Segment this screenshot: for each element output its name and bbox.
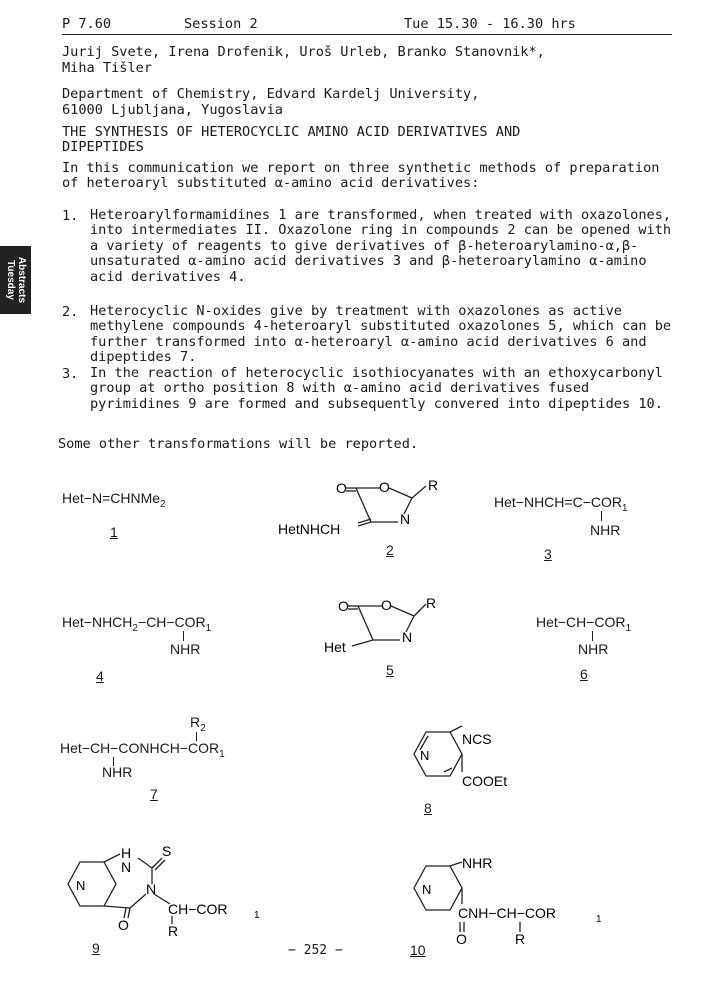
s7-r2: R bbox=[190, 714, 201, 730]
structure-10 bbox=[396, 848, 616, 948]
structure-7 bbox=[60, 740, 225, 760]
s9-chain: CH−COR bbox=[168, 901, 228, 917]
s2-n: N bbox=[400, 511, 411, 527]
structure-3-formula: Het−NHCH=C−COR bbox=[494, 494, 622, 510]
compound-label-5: 5 bbox=[386, 662, 394, 678]
structure-1-sub: 2 bbox=[160, 498, 166, 510]
structure-4-sub: 1 bbox=[205, 622, 212, 634]
structure-6-nhr: NHR bbox=[578, 641, 609, 657]
s6-bond bbox=[592, 631, 593, 641]
s9-r: R bbox=[168, 923, 179, 938]
method-2-number: 2. bbox=[62, 304, 79, 320]
s9-n2: N bbox=[146, 881, 157, 897]
s4-bond bbox=[183, 631, 184, 641]
method-1-text: Heteroarylformamidines 1 are transformed, when treated with oxazolones, into intermediates II. Oxazolone ring in compounds 2 can be opened with a variety of reagents to give derivatives of β-heteroarylamino-α,β-unsaturated α-amino acid derivatives 3 and β-heteroarylamino α-amino acid derivatives 4. bbox=[90, 207, 672, 285]
structure-6-formula: Het−CH−COR bbox=[536, 614, 626, 630]
structure-1-formula: Het−N=CHNMe bbox=[62, 490, 161, 506]
compound-label-9: 9 bbox=[92, 940, 100, 956]
authors-line-2: Miha Tišler bbox=[62, 60, 153, 76]
compound-label-1: 1 bbox=[110, 524, 118, 540]
s5-n: N bbox=[402, 629, 413, 645]
method-3-text: In the reaction of heterocyclic isothiocyanates with an ethoxycarbonyl group at ortho position 8 with α-amino acid derivatives fused pyrimidines 9 are formed and subsequently convered into dipeptides 10. bbox=[90, 365, 663, 412]
structure-3-nhr: NHR bbox=[590, 522, 621, 538]
s9-ring-n: N bbox=[76, 878, 86, 893]
s9-s: S bbox=[162, 843, 172, 859]
compound-label-10: 10 bbox=[410, 942, 426, 958]
affiliation-line-1: Department of Chemistry, Edvard Kardelj University, bbox=[62, 86, 480, 102]
affiliation-line-2: 61000 Ljubljana, Yugoslavia bbox=[62, 102, 283, 118]
s8-ncs: NCS bbox=[462, 731, 492, 747]
structure-7-sub: 1 bbox=[219, 748, 225, 760]
method-1-number: 1. bbox=[62, 208, 79, 224]
s10-chain: CNH−CH−COR bbox=[458, 905, 557, 921]
paper-title-line-2: DIPEPTIDES bbox=[62, 139, 144, 155]
s9-h: H bbox=[121, 845, 132, 861]
structure-2 bbox=[276, 474, 446, 544]
method-2-text: Heterocyclic N-oxides give by treatment with oxazolones as active methylene compounds 4-heteroaryl substituted oxazolones 5, which can be further transformed into α-heteroaryl α-amino acid derivatives 6 and dipeptides 7. bbox=[90, 303, 672, 366]
s5-o2: O bbox=[381, 597, 392, 613]
structure-5 bbox=[320, 592, 450, 662]
s2-o1: O bbox=[336, 480, 347, 496]
s10-o: O bbox=[456, 931, 467, 947]
compound-label-7: 7 bbox=[150, 786, 158, 802]
abstracts-tuesday-tab bbox=[0, 246, 31, 314]
s2-left: HetNHCH bbox=[278, 521, 341, 537]
structure-4-formula: Het−NHCH bbox=[62, 614, 133, 630]
s9-o: O bbox=[118, 917, 129, 933]
s5-r: R bbox=[426, 595, 437, 611]
s10-nhr: NHR bbox=[462, 855, 493, 871]
s3-bond bbox=[601, 511, 602, 521]
closing-sentence: Some other transformations will be reported. bbox=[58, 436, 419, 452]
s10-ring-n: N bbox=[422, 882, 432, 897]
compound-label-2: 2 bbox=[386, 542, 394, 558]
session-name: Session 2 bbox=[184, 16, 258, 32]
intro-paragraph: In this communication we report on three synthetic methods of preparation of heteroaryl substituted α-amino acid derivatives: bbox=[62, 160, 660, 192]
structure-7-formula: Het−CH−CONHCH−COR bbox=[60, 740, 220, 756]
structure-7-r2 bbox=[190, 714, 206, 734]
compound-label-6: 6 bbox=[580, 666, 588, 682]
s10-sub: 1 bbox=[596, 914, 602, 925]
structure-9 bbox=[54, 838, 274, 938]
s5-het: Het bbox=[324, 639, 346, 655]
s2-o2: O bbox=[379, 479, 390, 495]
structure-1 bbox=[62, 490, 166, 510]
authors-line-1: Jurij Svete, Irena Drofenik, Uroš Urleb, Branko Stanovnik*, bbox=[62, 44, 545, 60]
compound-label-8: 8 bbox=[424, 800, 432, 816]
compound-label-3: 3 bbox=[544, 546, 552, 562]
session-header bbox=[62, 14, 672, 35]
paper-code: P 7.60 bbox=[62, 16, 112, 32]
method-3-number: 3. bbox=[62, 366, 79, 382]
s7-r2-sub: 2 bbox=[200, 722, 206, 734]
structure-3 bbox=[494, 494, 628, 514]
s8-ring-n: N bbox=[420, 748, 430, 763]
structure-6 bbox=[536, 614, 631, 634]
structure-7-nhr: NHR bbox=[102, 764, 133, 780]
s9-n1: N bbox=[121, 859, 132, 875]
structure-3-sub: 1 bbox=[621, 502, 628, 514]
compound-label-4: 4 bbox=[96, 668, 104, 684]
structure-4-rest: −CH−COR bbox=[137, 614, 206, 630]
s2-r: R bbox=[428, 477, 439, 493]
s5-o1: O bbox=[338, 598, 349, 614]
s9-sub: 1 bbox=[254, 910, 260, 921]
structure-4-nhr: NHR bbox=[170, 641, 201, 657]
structure-4-sub2: 2 bbox=[132, 622, 138, 634]
structure-6-sub: 1 bbox=[625, 622, 632, 634]
tab-line-1: Abstracts bbox=[15, 256, 27, 304]
s10-r: R bbox=[515, 931, 526, 947]
tab-line-2: Tuesday bbox=[4, 260, 16, 300]
s8-cooet: COOEt bbox=[462, 773, 508, 789]
structure-8 bbox=[396, 722, 536, 802]
structure-4 bbox=[62, 614, 211, 634]
paper-title-line-1: THE SYNTHESIS OF HETEROCYCLIC AMINO ACID DERIVATIVES AND bbox=[62, 124, 521, 140]
page-number: − 252 − bbox=[288, 943, 343, 958]
session-time: Tue 15.30 - 16.30 hrs bbox=[404, 16, 576, 32]
